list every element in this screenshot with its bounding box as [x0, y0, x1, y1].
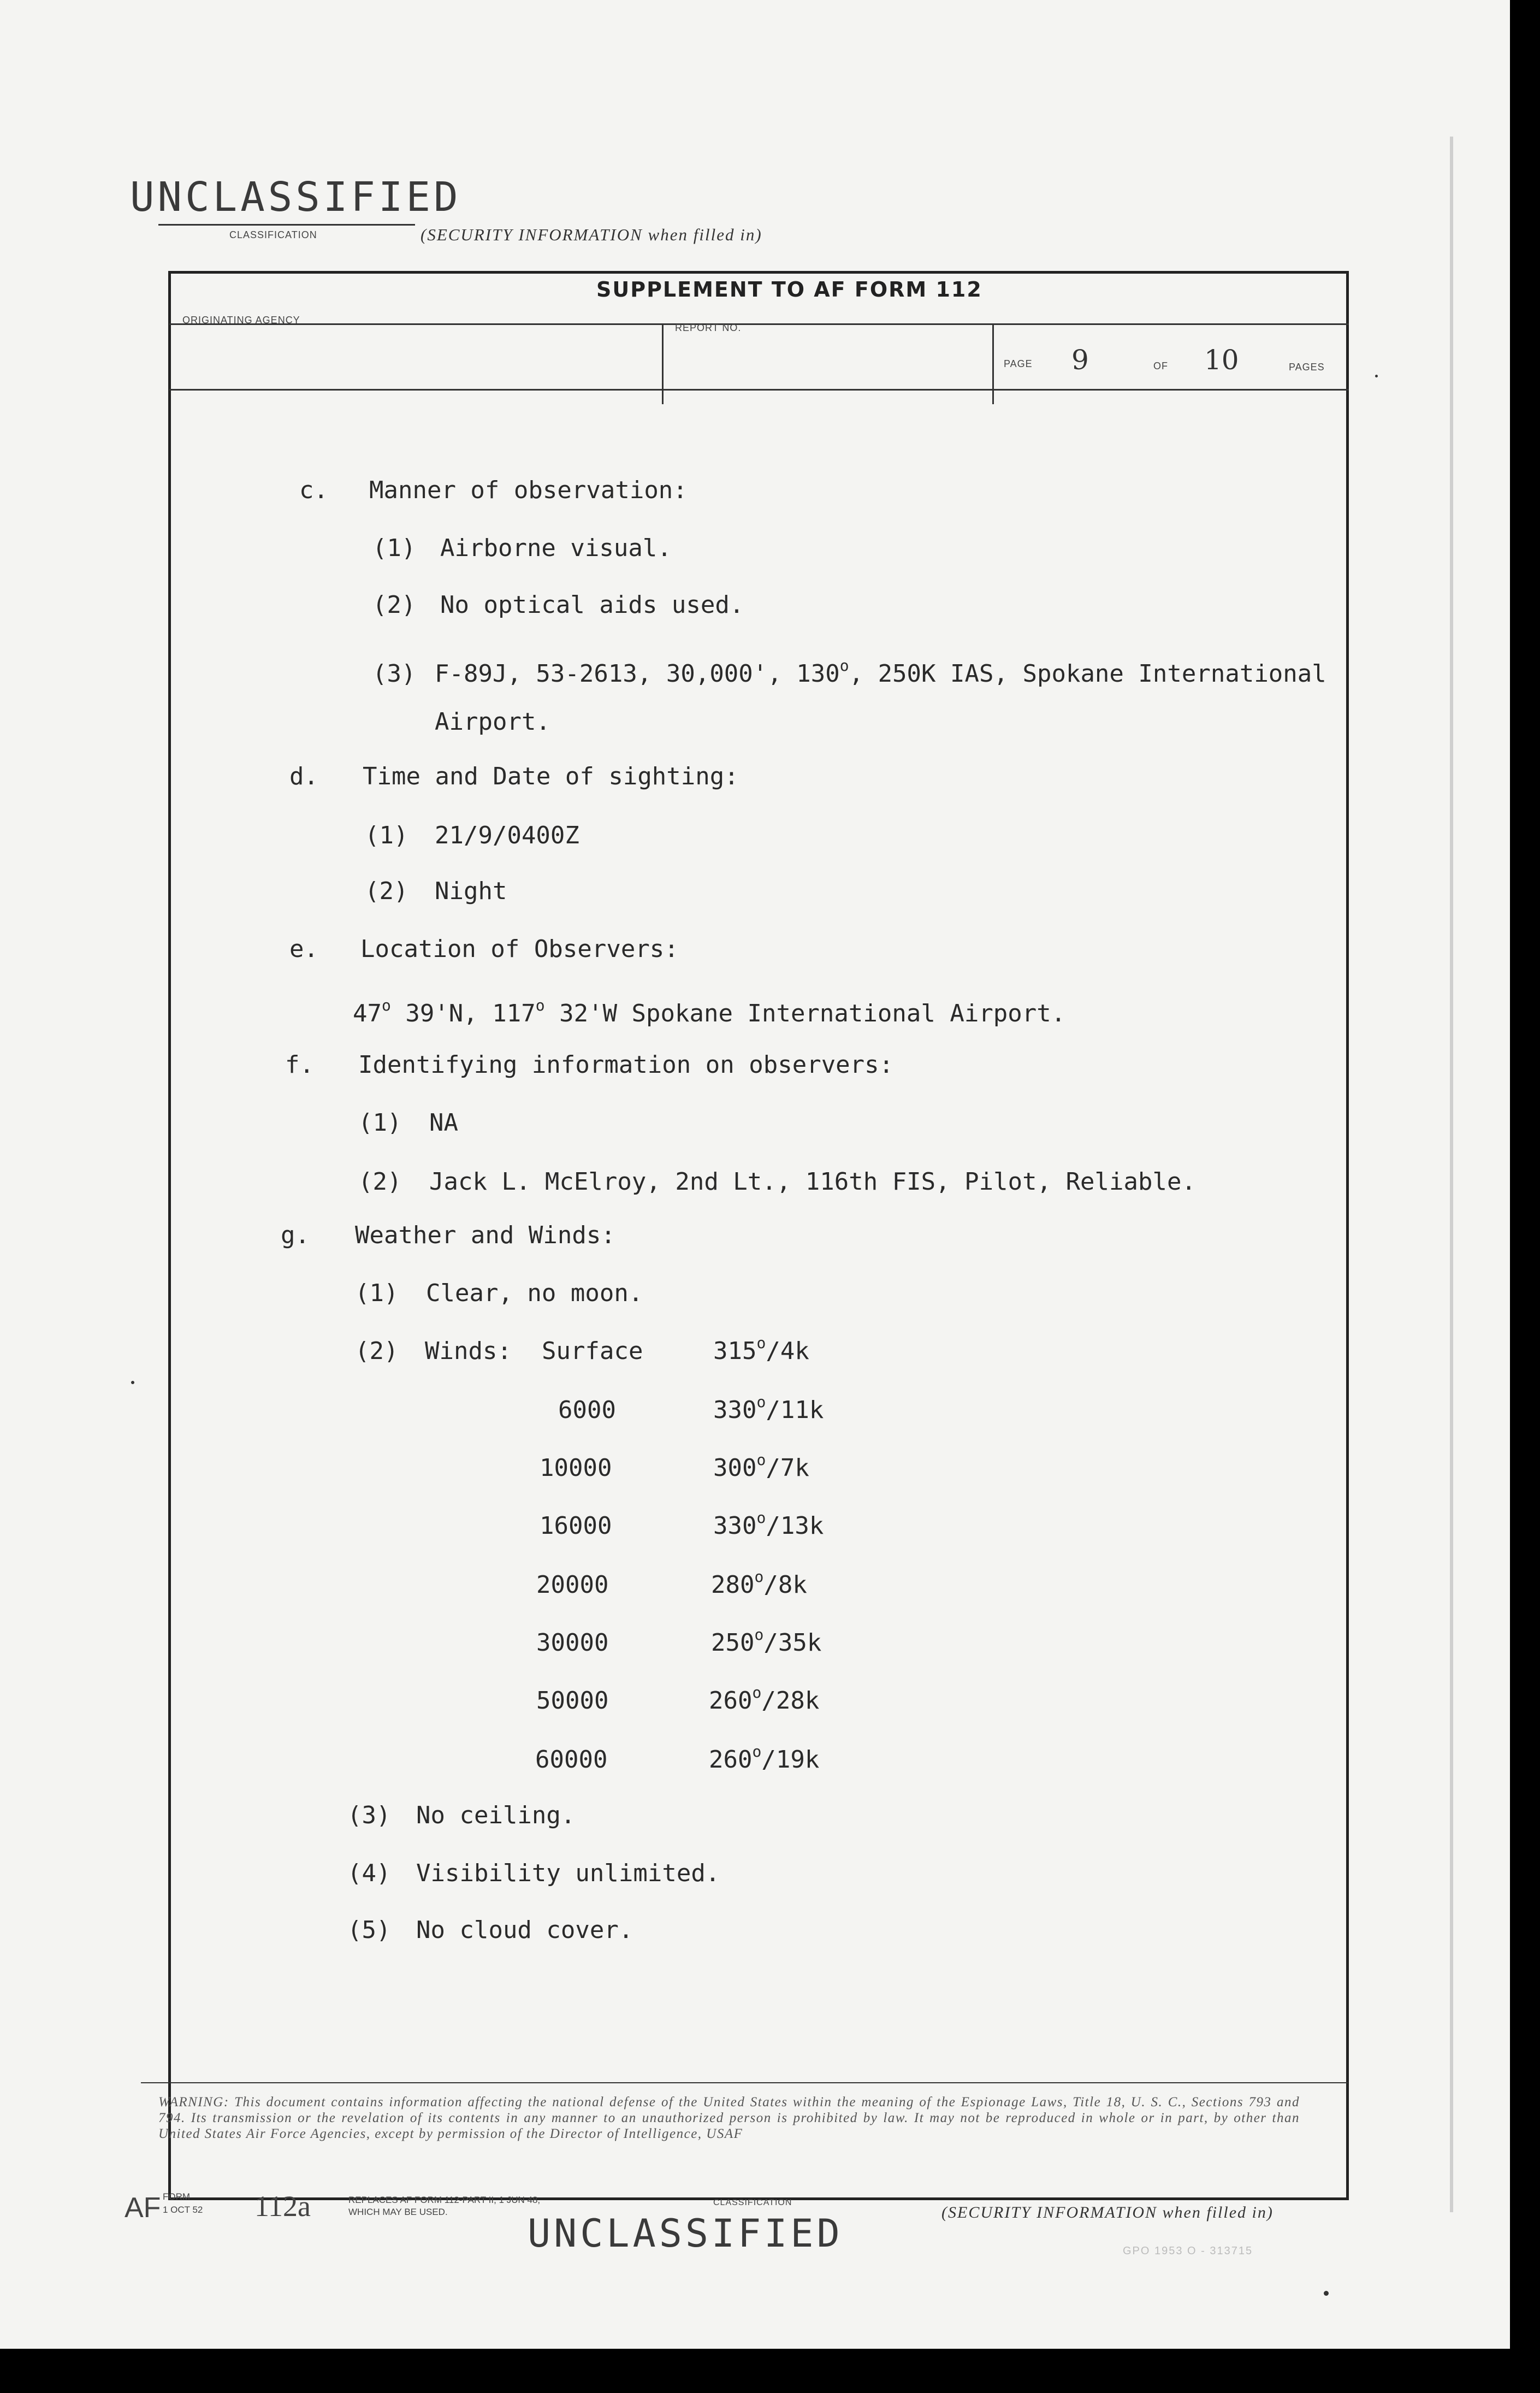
section-d-heading: Time and Date of sighting: [363, 763, 739, 790]
form-title: SUPPLEMENT TO AF FORM 112 [596, 277, 982, 302]
section-c-item2-text: No optical aids used. [440, 591, 744, 619]
wind-row-value: 315$^o$/4k [713, 1334, 809, 1365]
warning-divider [141, 2082, 1348, 2083]
footer-gpo-code: GPO 1953 O - 313715 [1123, 2245, 1253, 2257]
section-e-location: 47$^o$ 39'N, 117$^o$ 32'W Spokane International Airport. [353, 996, 1066, 1027]
section-f-item2-text: Jack L. McElroy, 2nd Lt., 116th FIS, Pilot, Reliable. [429, 1168, 1196, 1196]
section-g-item2-num: (2) [355, 1337, 399, 1365]
wind-row-value: 260$^o$/19k [709, 1742, 820, 1774]
wind-row-altitude: 20000 [536, 1571, 609, 1599]
footer-classification-stamp: UNCLASSIFIED [528, 2211, 843, 2256]
header-classification-caption: CLASSIFICATION [229, 229, 317, 240]
section-d-item1-num: (1) [365, 822, 408, 849]
total-pages: 10 [1204, 344, 1239, 376]
page-number: 9 [1071, 344, 1089, 376]
wind-row-value: 330$^o$/11k [713, 1393, 824, 1424]
section-g-item5-num: (5) [347, 1916, 391, 1944]
section-d-item2-num: (2) [365, 877, 408, 905]
wind-row-value: 280$^o$/8k [711, 1568, 807, 1599]
section-g-item5-text: No cloud cover. [416, 1916, 633, 1944]
report-no-label: REPORT NO. [675, 322, 742, 333]
classification-underline [158, 224, 415, 226]
section-d-item1-text: 21/9/0400Z [435, 822, 579, 849]
section-g-item1-num: (1) [355, 1279, 399, 1307]
footer-replaces-line2: WHICH MAY BE USED. [348, 2207, 448, 2217]
section-g-item2-text: Winds: [425, 1337, 512, 1365]
wind-row-value: 260$^o$/28k [709, 1683, 820, 1715]
wind-row-altitude: 16000 [540, 1512, 612, 1540]
section-g-item3-text: No ceiling. [416, 1801, 576, 1829]
section-c-item3-continuation: Airport. [435, 708, 550, 736]
warning-text: WARNING: This document contains information affecting the national defense of the United States within the meaning of the Espionage Laws, Title 18, U. S. C., Sections 793 and 794. Its transmission or the revelation of its contents in any manner to an unauthorized person is prohibited by law. It may not be reproduced in whole or in part, by other than United States Air Force Agencies, except by permission of the Director of Intelligence, USAF [158, 2095, 1300, 2141]
title-divider [169, 323, 1349, 325]
wind-row-altitude: 60000 [535, 1746, 608, 1774]
margin-mark [1375, 375, 1378, 377]
margin-mark [1324, 2291, 1329, 2296]
wind-row-altitude: 50000 [536, 1687, 609, 1715]
section-g-letter: g. [281, 1221, 310, 1249]
section-f-item1-num: (1) [358, 1109, 402, 1137]
report-column-divider [662, 323, 664, 404]
footer-form-date: 1 OCT 52 [163, 2205, 203, 2215]
section-d-letter: d. [289, 763, 318, 790]
wind-row-altitude: Surface [542, 1337, 643, 1365]
wind-row-value: 250$^o$/35k [711, 1626, 822, 1657]
page-column-divider [992, 323, 994, 404]
footer-replaces-line1: REPLACES AF FORM 112-PART II, 1 JUN 48, [348, 2195, 541, 2205]
section-e-heading: Location of Observers: [360, 935, 679, 963]
footer-form-label: FORM [163, 2191, 191, 2202]
section-c-item2-num: (2) [372, 591, 416, 619]
footer-form-number: 112a [254, 2190, 311, 2223]
section-c-letter: c. [299, 476, 328, 504]
section-g-item4-text: Visibility unlimited. [416, 1859, 720, 1887]
wind-row-altitude: 10000 [540, 1454, 612, 1482]
form-frame [168, 271, 1349, 2200]
section-f-item2-num: (2) [358, 1168, 402, 1196]
section-c-item1-num: (1) [372, 534, 416, 562]
section-g-item3-num: (3) [347, 1801, 391, 1829]
wind-row-altitude: 30000 [536, 1629, 609, 1657]
section-c-heading: Manner of observation: [369, 476, 688, 504]
section-c-item3-num: (3) [372, 660, 416, 688]
section-f-heading: Identifying information on observers: [358, 1051, 894, 1079]
section-e-letter: e. [289, 935, 318, 963]
section-f-item1-text: NA [429, 1109, 458, 1137]
margin-mark [131, 1381, 134, 1384]
header-bottom-divider [169, 389, 1349, 391]
section-g-heading: Weather and Winds: [355, 1221, 615, 1249]
section-c-item1-text: Airborne visual. [440, 534, 672, 562]
section-d-item2-text: Night [435, 877, 507, 905]
originating-agency-label: ORIGINATING AGENCY [182, 315, 300, 326]
pages-label: PAGES [1289, 362, 1325, 373]
wind-row-altitude: 6000 [558, 1396, 616, 1424]
footer-classification-caption: CLASSIFICATION [713, 2198, 792, 2207]
wind-row-value: 330$^o$/13k [713, 1509, 824, 1540]
wind-row-value: 300$^o$/7k [713, 1451, 809, 1482]
page-edge-shadow [1450, 137, 1453, 2212]
page-label: PAGE [1004, 358, 1033, 369]
header-security-note: (SECURITY INFORMATION when filled in) [420, 225, 762, 244]
section-g-item4-num: (4) [347, 1859, 391, 1887]
of-label: OF [1153, 361, 1168, 371]
footer-security-note: (SECURITY INFORMATION when filled in) [941, 2203, 1274, 2221]
footer-af: AF [125, 2192, 161, 2224]
section-g-item1-text: Clear, no moon. [426, 1279, 643, 1307]
section-f-letter: f. [285, 1051, 314, 1079]
section-c-item3-text: F-89J, 53-2613, 30,000', 130$^o$, 250K IAS, Spokane International [435, 657, 1326, 688]
header-classification-stamp: UNCLASSIFIED [130, 174, 461, 221]
